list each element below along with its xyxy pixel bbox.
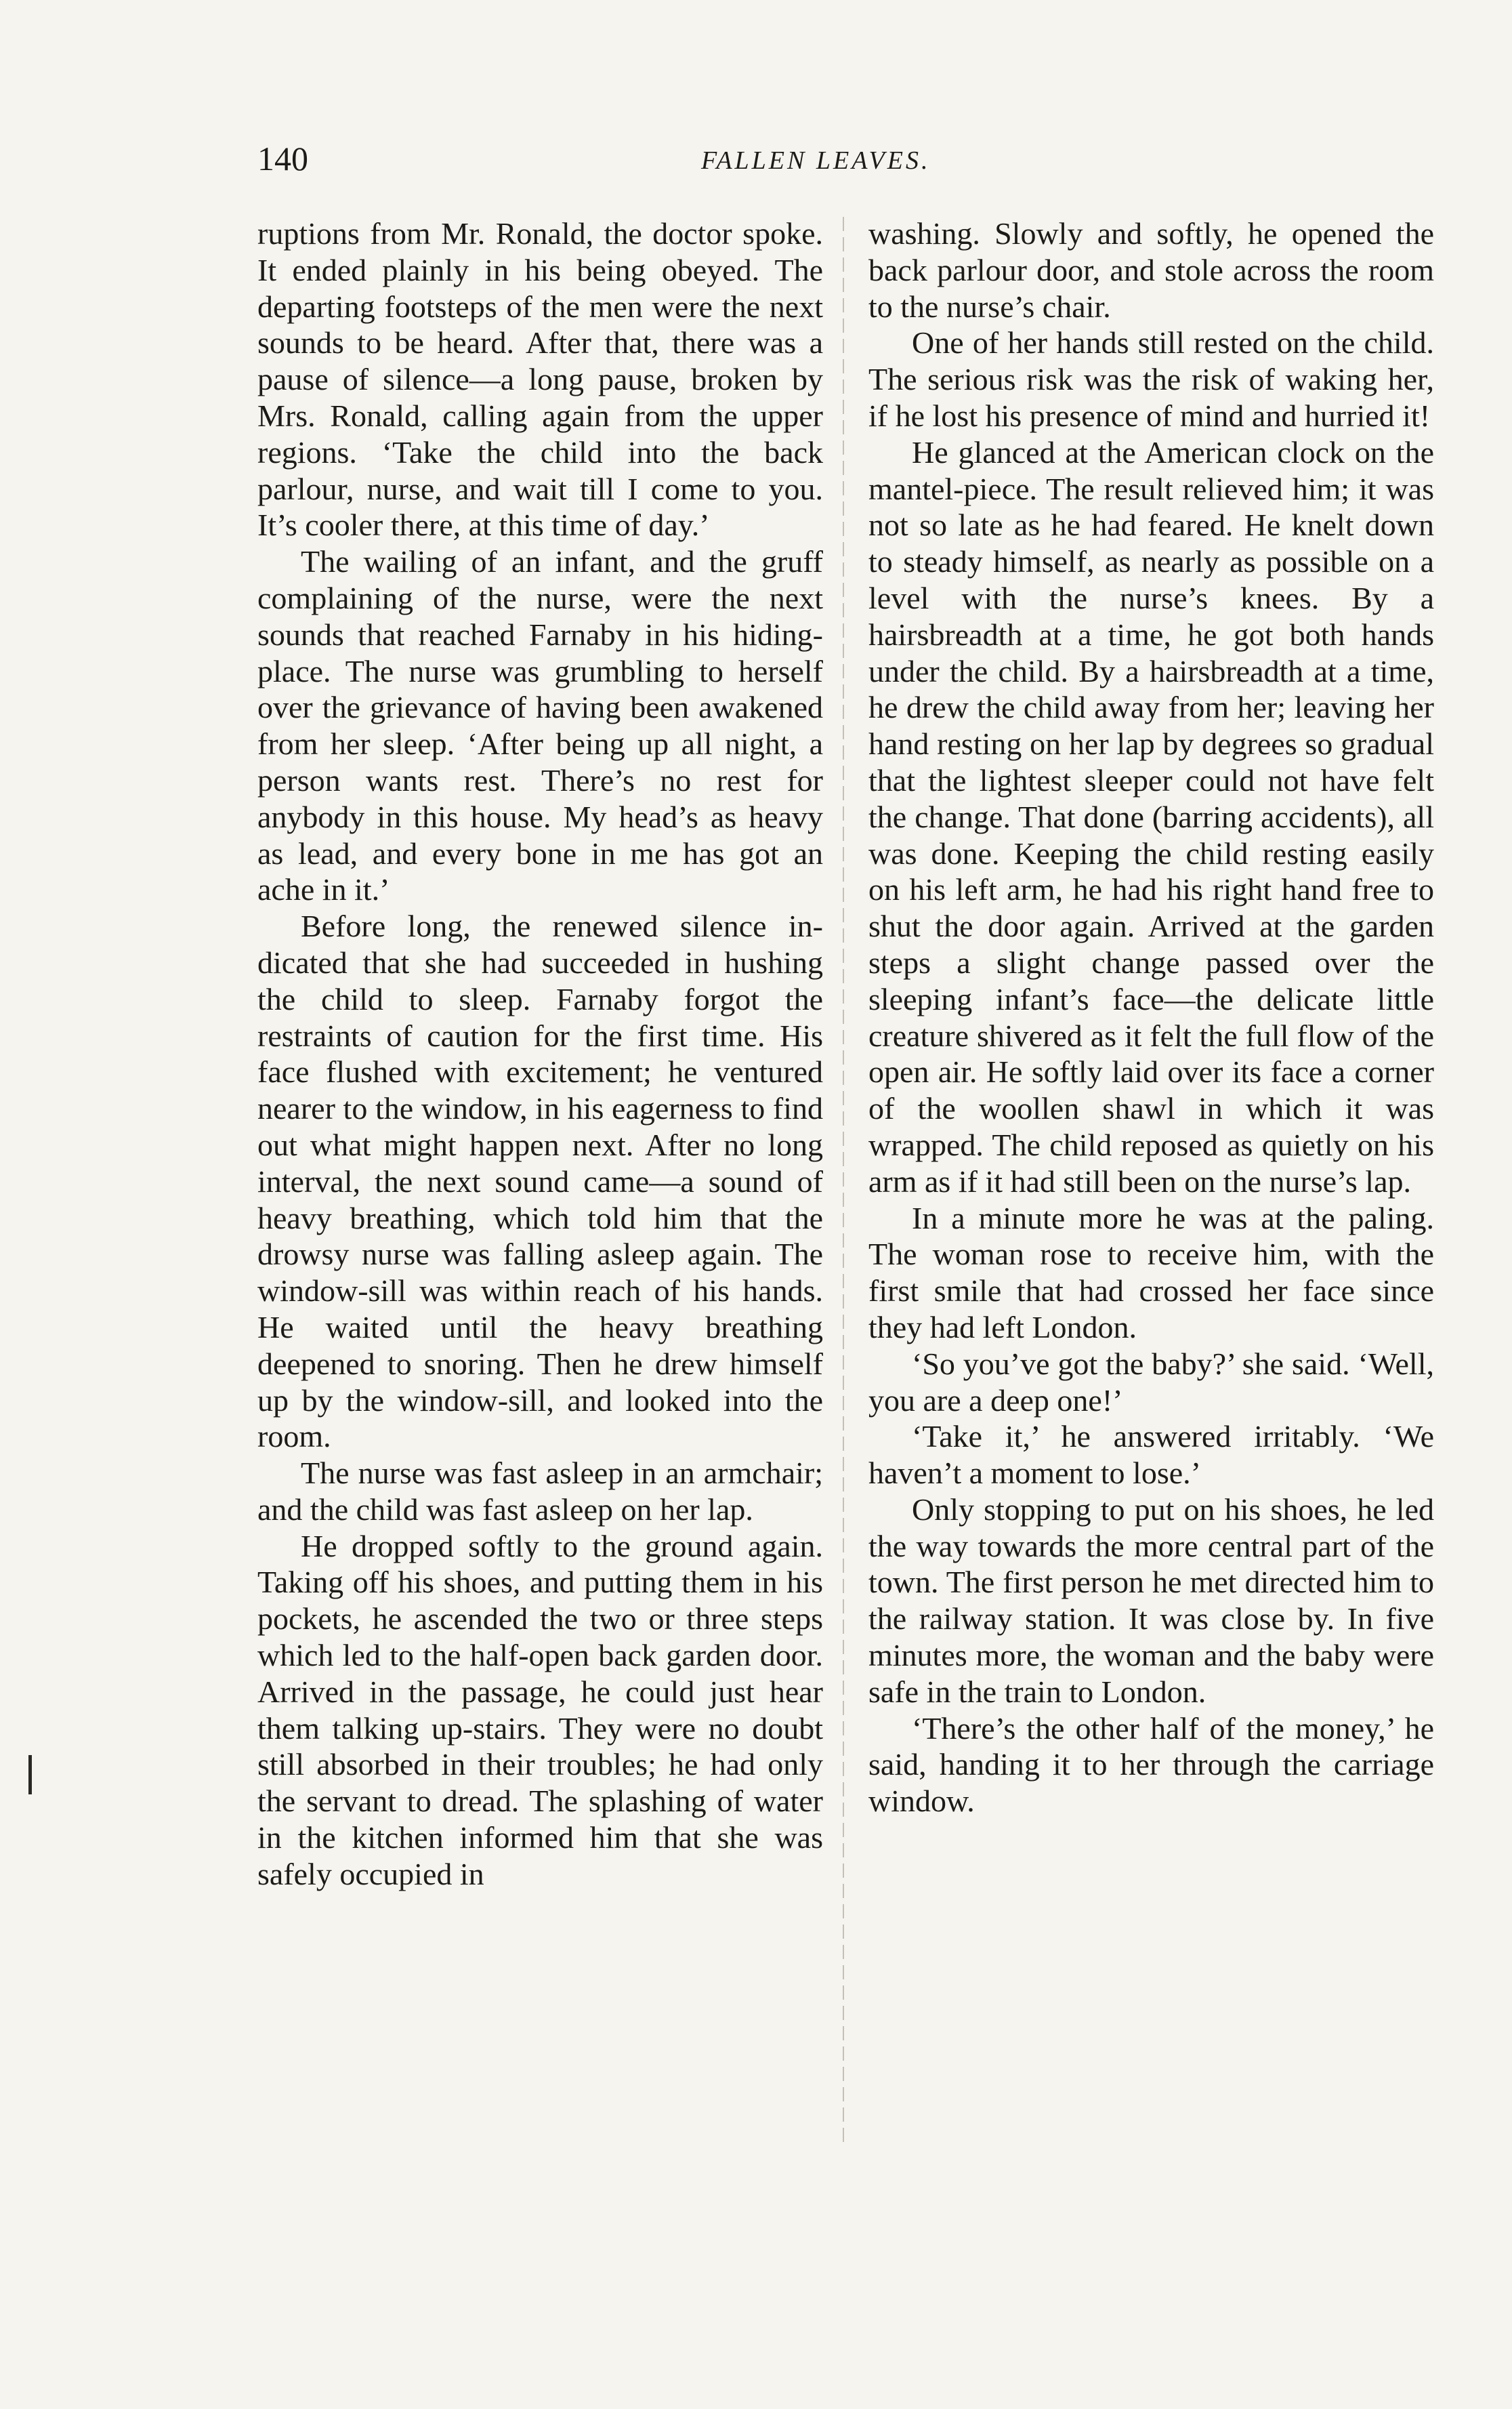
column-divider: [843, 217, 844, 2148]
page-number: 140: [257, 140, 308, 178]
paragraph: ‘So you’ve got the baby?’ she said. ‘Well, you are a deep one!’: [868, 1346, 1434, 1418]
paragraph: ‘There’s the other half of the money,’ he said, handing it to her through the carriage window.: [868, 1710, 1434, 1819]
paragraph: One of her hands still rested on the child. The serious risk was the risk of waking her, if he lost his presence of mind and hurried it!: [868, 325, 1434, 433]
paragraph: The wailing of an infant, and the gruff complaining of the nurse, were the next sounds that reached Farnaby in his hiding-place. The nurse was grumbling to herself over the grievance of having been awakened from her sleep. ‘After being up all night, a person wants rest. There’s no rest for anybody in this house. My head’s as heavy as lead, and every bone in me has got an ache in it.’: [257, 544, 823, 907]
page-header: [257, 139, 1436, 193]
paragraph: The nurse was fast asleep in an armchair; and the child was fast asleep on her lap.: [257, 1456, 823, 1527]
paragraph: Only stopping to put on his shoes, he led the way towards the more central part of the town. The first person he met directed him to the railway station. It was close by. In five minutes more, the woman and the baby were safe in the train to London.: [868, 1491, 1434, 1709]
margin-mark: [28, 1755, 32, 1794]
paragraph: In a minute more he was at the paling. The woman rose to receive him, with the first smile that had crossed her face since they had left London.: [868, 1200, 1434, 1344]
left-column: [257, 215, 823, 1893]
right-column: [868, 215, 1434, 1819]
paragraph: He dropped softly to the ground again. Taking off his shoes, and putting them in his pockets, he ascended the two or three steps which led to the half-open back garden door. Arrived in the passage, he could just hear them talking up-stairs. They were no doubt still absorbed in their troubles; he had only the servant to dread. The splashing of water in the kitchen informed him that she was safely occupied in: [257, 1528, 823, 1891]
paragraph: ruptions from Mr. Ronald, the doctor spoke. It ended plainly in his being obeyed. The departing footsteps of the men were the next sounds to be heard. After that, there was a pause of silence—a long pause, broken by Mrs. Ronald, calling again from the upper regions. ‘Take the child into the back parlour, nurse, and wait till I come to you. It’s cooler there, at this time of day.’: [257, 216, 823, 543]
paragraph: Before long, the renewed silence indicated that she had succeeded in hushing the child to sleep. Farnaby forgot the restraints of caution for the first time. His face flushed with excitement; he ventured nearer to the window, in his eagerness to find out what might happen next. After no long interval, the next sound came—a sound of heavy breathing, which told him that the drowsy nurse was falling asleep again. The window-sill was within reach of his hands. He waited until the heavy breathing deepened to snoring. Then he drew himself up by the window-sill, and looked into the room.: [257, 909, 823, 1454]
paragraph: He glanced at the American clock on the mantel-piece. The result relieved him; it was not so late as he had feared. He knelt down to steady himself, as nearly as possible on a level with the nurse’s knees. By a hairsbreadth at a time, he got both hands under the child. By a hairsbreadth at a time, he drew the child away from her; leaving her hand resting on her lap by degrees so gradual that the lightest sleeper could not have felt the change. That done (barring accidents), all was done. Keeping the child resting easily on his left arm, he had his right hand free to shut the door again. Arrived at the garden steps a slight change passed over the sleeping infant’s face—the delicate little creature shivered as it felt the full flow of the open air. He softly laid over its face a corner of the woollen shawl in which it was wrapped. The child reposed as quietly on his arm as if it had still been on the nurse’s lap.: [868, 434, 1434, 1199]
paragraph: washing. Slowly and softly, he opened the back parlour door, and stole across the room to the nurse’s chair.: [868, 216, 1434, 324]
running-title: FALLEN LEAVES.: [701, 146, 931, 175]
paragraph: ‘Take it,’ he answered irritably. ‘We haven’t a moment to lose.’: [868, 1419, 1434, 1491]
